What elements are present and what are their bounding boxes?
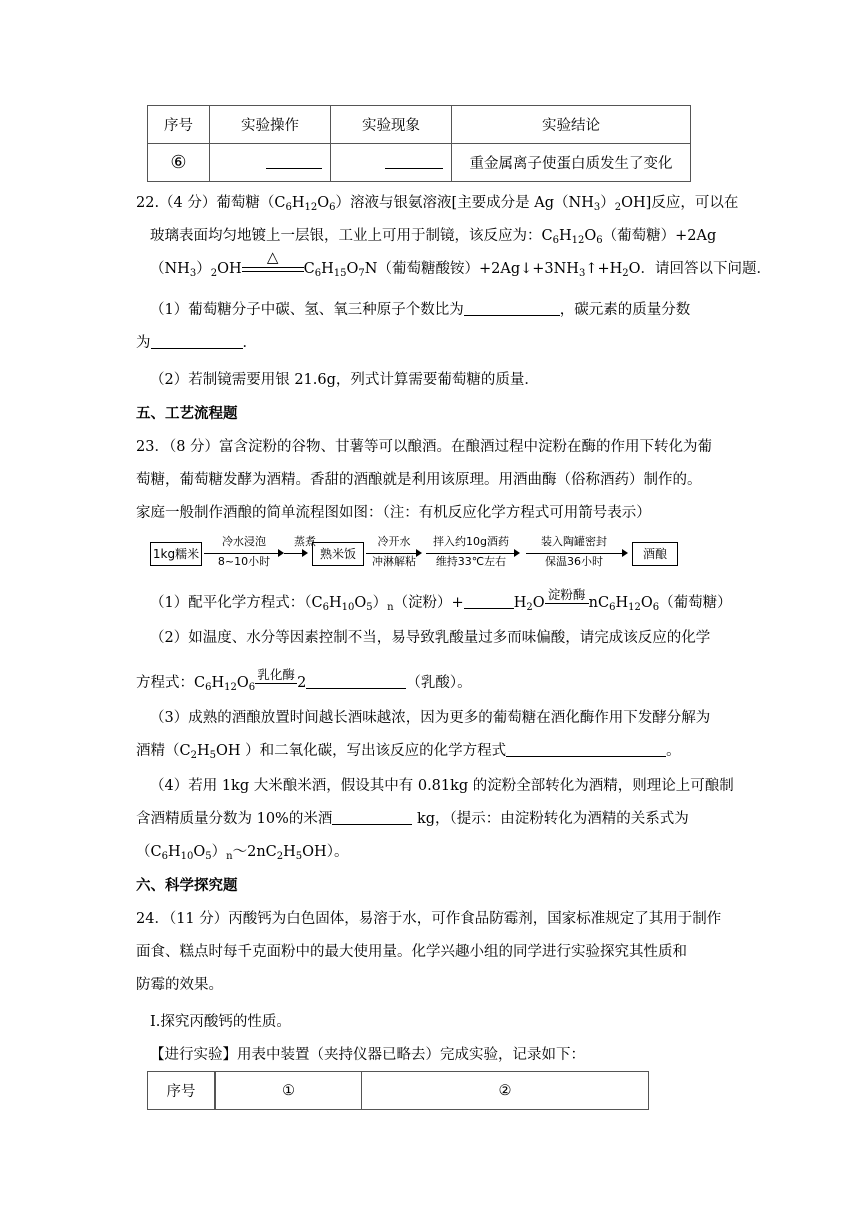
q22-part1: （1）葡萄糖分子中碳、氢、氧三种原子个数比为 ，碳元素的质量分数 xyxy=(150,302,691,318)
flow-arrow xyxy=(284,553,302,554)
th-operation: 实验操作 xyxy=(210,106,331,144)
q22-equation: $(NH_3)_2OH$ △ $C_6H_{15}O_7N$（葡萄糖酸铵）$+2Ag↓+3NH_3↑+H_2O$．请回答以下问题． xyxy=(150,248,772,279)
flow-arrow xyxy=(526,553,622,554)
q23-line-1: 23．（8 分）富含淀粉的谷物、甘薯等可以酿酒。在酿酒过程中淀粉在酶的作用下转化为葡 xyxy=(136,439,713,455)
q23-part4-cont: 含酒精质量分数为 10%的米酒 kg，（提示：由淀粉转化为酒精的关系式为 xyxy=(136,811,689,827)
flow-step-5-bottom: 保温36小时 xyxy=(545,555,603,568)
heat-equals-sign: △ xyxy=(242,259,304,279)
answer-blank xyxy=(464,594,514,609)
flow-arrow xyxy=(204,553,278,554)
experiment-table-2 xyxy=(147,1071,649,1110)
q22-part1-cont: 为 ． xyxy=(136,335,257,351)
answer-blank xyxy=(464,301,560,316)
q24-line-2: 面食、糕点时每千克面粉中的最大使用量。化学兴趣小组的同学进行实验探究其性质和 xyxy=(136,944,687,960)
q23-part2-equation: 方程式：$C_6H_{12}O_6$ 乳化酶 2 （乳酸）。 xyxy=(136,666,472,693)
flow-arrow xyxy=(426,553,514,554)
flow-box-cooked-rice: 熟米饭 xyxy=(312,542,364,566)
answer-blank xyxy=(506,742,666,757)
row-conclusion: 重金属离子使蛋白质发生了变化 xyxy=(452,144,691,182)
flow-step-4-top: 拌入约10g酒药 xyxy=(433,535,509,548)
q24-line-3: 防霉的效果。 xyxy=(136,977,223,993)
flow-step-3-bottom: 冲淋解粘 xyxy=(372,555,416,568)
q23-line-2: 萄糖，葡萄糖发酵为酒精。香甜的酒酿就是利用该原理。用酒曲酶（俗称酒药）制作的。 xyxy=(136,472,702,488)
flow-arrow xyxy=(366,553,416,554)
flow-step-5-top: 装入陶罐密封 xyxy=(541,535,607,548)
answer-blank xyxy=(332,810,412,825)
th-exp-2: ② xyxy=(362,1072,649,1110)
blank-phenomenon xyxy=(331,144,452,182)
q23-part3: （3）成熟的酒酿放置时间越长酒味越浓，因为更多的葡萄糖在酒化酶作用下发酵分解为 xyxy=(150,710,711,726)
flow-box-rice: 1kg糯米 xyxy=(150,542,202,566)
q23-part2: （2）如温度、水分等因素控制不当，易导致乳酸量过多而味偏酸，请完成该反应的化学 xyxy=(150,630,711,646)
experiment-table-1 xyxy=(147,105,691,182)
answer-blank xyxy=(306,674,406,689)
reaction-arrow: 乳化酶 xyxy=(255,683,297,684)
section-5-heading: 五、工艺流程题 xyxy=(136,406,238,422)
flow-step-3-top: 冷开水 xyxy=(377,535,411,548)
flow-step-1-top: 冷水浸泡 xyxy=(222,535,266,548)
reaction-arrow: 淀粉酶 xyxy=(545,603,589,604)
section-6-heading: 六、科学探究题 xyxy=(136,878,238,894)
q23-part3-cont: 酒精（$C_2H_5OH$ ）和二氧化碳，写出该反应的化学方程式 。 xyxy=(136,743,681,761)
flow-step-2-top: 蒸煮 xyxy=(294,535,316,548)
th-conclusion: 实验结论 xyxy=(452,106,691,144)
q23-part4: （4）若用 1kg 大米酿米酒，假设其中有 0.81kg 的淀粉全部转化为酒精，则理论上可酿制 xyxy=(150,778,734,794)
q24-experiment-intro: 【进行实验】用表中装置（夹持仪器已略去）完成实验，记录如下： xyxy=(150,1047,585,1063)
q24-part1-heading: Ⅰ.探究丙酸钙的性质。 xyxy=(150,1014,291,1030)
q23-line-3: 家庭一般制作酒酿的简单流程图如图：（注：有机反应化学方程式可用箭号表示） xyxy=(136,505,651,521)
q23-part4-hint: $(C_6H_{10}O_5)_n\sim 2nC_2H_5OH$）。 xyxy=(136,844,349,862)
q22-intro-1: 22.（4 分）葡萄糖$(C_6H_{12}O_6)$溶液与银氨溶液[主要成分是 $Ag(NH_3)_2OH$]反应，可以在 xyxy=(136,195,739,213)
q22-intro-2: 玻璃表面均匀地镀上一层银，工业上可用于制镜，该反应为：$C_6H_{12}O_6$（葡萄糖）+2Ag xyxy=(150,228,717,246)
row-no: ⑥ xyxy=(148,144,210,182)
q22-part2: （2）若制镜需要用银 21.6g，列式计算需要葡萄糖的质量． xyxy=(150,372,539,388)
q24-line-1: 24．（11 分）丙酸钙为白色固体，易溶于水，可作食品防霉剂，国家标准规定了其用于制作 xyxy=(136,911,722,927)
flow-step-4-bottom: 维持33℃左右 xyxy=(435,555,507,568)
blank-operation xyxy=(210,144,331,182)
th-no: 序号 xyxy=(148,1072,215,1110)
flow-box-fermented-rice: 酒酿 xyxy=(632,542,678,566)
th-no: 序号 xyxy=(148,106,210,144)
flow-step-1-bottom: 8~10小时 xyxy=(217,555,271,568)
th-phenomenon: 实验现象 xyxy=(331,106,452,144)
answer-blank xyxy=(151,334,243,349)
th-exp-1: ① xyxy=(216,1072,362,1110)
q23-part1: （1）配平化学方程式：$(C_6H_{10}O_5)_n$（淀粉）+ $H_2O$ 淀粉酶 $nC_6H_{12}O_6$（葡萄糖） xyxy=(150,586,732,613)
